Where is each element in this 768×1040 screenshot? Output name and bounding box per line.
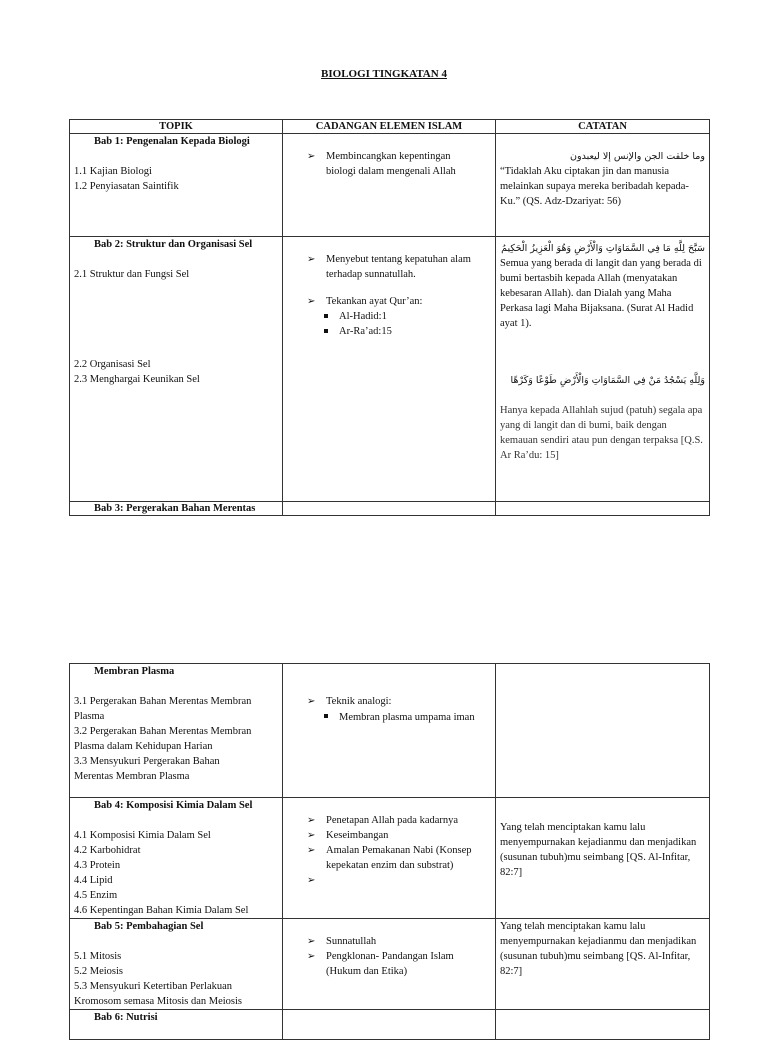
suggestion-text: Teknik analogi: — [326, 696, 392, 707]
cell-catatan — [496, 237, 710, 502]
topic-line: 4.6 Kepentingan Bahan Kimia Dalam Sel — [74, 905, 249, 916]
arabic-verse: سَبَّحَ لِلَّهِ مَا فِي السَّمَاوَاتِ وَالْأَرْضِ وَهُوَ الْعَزِيزُ الْحَكِيمُ — [501, 243, 705, 254]
cell-topik — [70, 134, 283, 237]
topic-line: 1.1 Kajian Biologi — [74, 166, 152, 177]
topic-line: 4.3 Protein — [74, 860, 121, 871]
cell-cadangan — [283, 919, 496, 1010]
sub-item: Ar-Ra’ad:15 — [324, 324, 491, 339]
table-row-bab1 — [70, 134, 710, 237]
arabic-verse: وما خلقت الجن والإنس إلا ليعبدون — [570, 151, 705, 162]
suggestion-text: Tekankan ayat Qur’an: — [326, 296, 423, 307]
topic-line: 4.4 Lipid — [74, 875, 113, 886]
arabic-verse: وَلِلَّهِ يَسْجُدُ مَنْ فِي السَّمَاوَاتِ وَالْأَرْضِ طَوْعًا وَكَرْهًا — [510, 375, 705, 386]
cell-catatan — [496, 502, 710, 516]
topic-line: 2.3 Menghargai Keunikan Sel — [74, 374, 200, 385]
note-text: “Tidaklah Aku ciptakan jin dan manusia melainkan supaya mereka beribadah kepada-Ku.” (QS. Adz-Dzariyat: 56) — [500, 166, 689, 207]
cell-topik — [70, 664, 283, 798]
note-text: Hanya kepada Allahlah sujud (patuh) segala apa yang di langit dan di bumi, baik dengan kemauan sendiri atau pun dengan terpaksa [Q.S. Ar Ra’du: 15] — [500, 405, 703, 461]
suggestion-item: ➢ Membincangkan kepentingan biologi dalam mengenali Allah — [307, 149, 491, 179]
suggestion-item — [307, 694, 491, 709]
topic-line: 2.2 Organisasi Sel — [74, 359, 151, 370]
chapter-title: Bab 3: Pergerakan Bahan Merentas — [94, 503, 256, 514]
table-row-bab4 — [70, 798, 710, 919]
cell-catatan — [496, 1010, 710, 1040]
topic-line: Kromosom semasa Mitosis dan Meiosis — [74, 996, 242, 1007]
document-title: BIOLOGI TINGKATAN 4 — [321, 68, 447, 80]
table-row-bab6 — [70, 1010, 710, 1040]
chapter-title: Bab 6: Nutrisi — [94, 1012, 158, 1023]
note-text: Semua yang berada di langit dan yang berada di bumi bertasbih kepada Allah (menyatakan kebesaran Allah). dan Dialah yang Maha Perkasa lagi Maha Bijaksana. (Surat Al Hadid ayat 1). — [500, 258, 702, 329]
topic-line: 5.1 Mitosis — [74, 951, 122, 962]
sub-item: Membran plasma umpama iman — [324, 709, 491, 726]
header-cadangan: CADANGAN ELEMEN ISLAM — [283, 120, 496, 134]
topic-line: 3.2 Pergerakan Bahan Merentas Membran — [74, 726, 252, 737]
cell-topik — [70, 1010, 283, 1040]
sub-item: Al-Hadid:1 — [324, 309, 491, 324]
chapter-title: Bab 4: Komposisi Kimia Dalam Sel — [94, 800, 253, 811]
suggestion-item: ➢ Keseimbangan — [307, 828, 491, 843]
topic-line: 4.1 Komposisi Kimia Dalam Sel — [74, 830, 211, 841]
chapter-title: Bab 1: Pengenalan Kepada Biologi — [94, 136, 250, 147]
cell-cadangan — [283, 237, 496, 502]
suggestion-item: ➢ Pengklonan- Pandangan Islam (Hukum dan Etika) — [307, 949, 491, 979]
cell-topik — [70, 919, 283, 1010]
table-header-row — [70, 120, 710, 134]
topic-line: Plasma dalam Kehidupan Harian — [74, 741, 213, 752]
suggestion-item — [307, 873, 491, 888]
header-topik: TOPIK — [70, 120, 283, 134]
cell-cadangan — [283, 1010, 496, 1040]
topic-line: Plasma — [74, 711, 105, 722]
cell-catatan — [496, 798, 710, 919]
cell-catatan — [496, 134, 710, 237]
suggestion-item: ➢ Sunnatullah — [307, 934, 491, 949]
cell-cadangan — [283, 134, 496, 237]
table-page-2 — [69, 663, 710, 1040]
cell-catatan — [496, 664, 710, 798]
cell-catatan — [496, 919, 710, 1010]
cell-topik — [70, 237, 283, 502]
cell-topik — [70, 502, 283, 516]
table-row-bab3 — [70, 502, 710, 516]
suggestion-item: ➢ Penetapan Allah pada kadarnya — [307, 813, 491, 828]
chapter-title: Bab 2: Struktur dan Organisasi Sel — [94, 239, 253, 250]
cell-cadangan — [283, 502, 496, 516]
topic-line: Merentas Membran Plasma — [74, 771, 190, 782]
topic-line: 5.3 Mensyukuri Ketertiban Perlakuan — [74, 981, 233, 992]
suggestion-item: ➢ Amalan Pemakanan Nabi (Konsep kepekatan enzim dan substrat) — [307, 843, 491, 873]
cell-cadangan — [283, 664, 496, 798]
topic-line: 1.2 Penyiasatan Saintifik — [74, 181, 179, 192]
table-row-bab5 — [70, 919, 710, 1010]
table-row-bab2 — [70, 237, 710, 502]
table-page-1 — [69, 119, 710, 516]
topic-line: 3.1 Pergerakan Bahan Merentas Membran — [74, 696, 252, 707]
topic-line: 2.1 Struktur dan Fungsi Sel — [74, 269, 190, 280]
suggestion-item — [307, 294, 491, 309]
header-catatan: CATATAN — [496, 120, 710, 134]
note-text: Yang telah menciptakan kamu lalu menyempurnakan kejadianmu dan menjadikan (susunan tubuh)mu seimbang [QS. Al-Infitar, 82:7] — [500, 921, 697, 977]
chapter-title: Membran Plasma — [94, 666, 175, 677]
note-text: Yang telah menciptakan kamu lalu menyempurnakan kejadianmu dan menjadikan (susunan tubuh)mu seimbang [QS. Al-Infitar, 82:7] — [500, 822, 697, 878]
suggestion-item: ➢ Menyebut tentang kepatuhan alam terhadap sunnatullah. — [307, 252, 491, 282]
table-row-bab3-cont — [70, 664, 710, 798]
topic-line: 4.2 Karbohidrat — [74, 845, 141, 856]
topic-line: 5.2 Meiosis — [74, 966, 124, 977]
cell-topik — [70, 798, 283, 919]
cell-cadangan — [283, 798, 496, 919]
chapter-title: Bab 5: Pembahagian Sel — [94, 921, 204, 932]
topic-line: 4.5 Enzim — [74, 890, 118, 901]
topic-line: 3.3 Mensyukuri Pergerakan Bahan — [74, 756, 220, 767]
